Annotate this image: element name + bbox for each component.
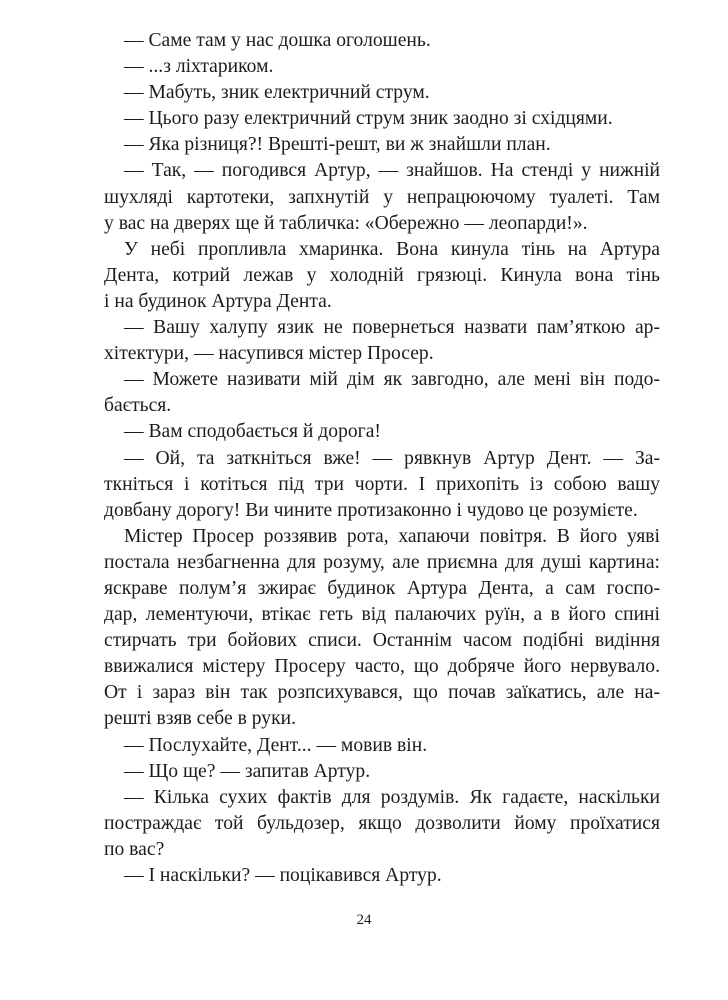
paragraph — [104, 158, 660, 236]
text-line: — Ой, та заткніться вже! — рявкнув Артур Дент. — За- — [124, 447, 660, 469]
text-line: — Кілька сухих фактів для роздумів. Як гадаєте, наскільки — [124, 786, 660, 808]
text-line: — І наскільки? — поцікавився Артур. — [124, 865, 442, 886]
text-line: ввижалися містеру Просеру часто, що добряче його нервувало. — [104, 656, 660, 678]
paragraph — [104, 367, 660, 419]
text-line: — Що ще? — запитав Артур. — [124, 760, 371, 782]
text-line: — Можете називати мій дім як завгодно, але мені він подо- — [124, 369, 660, 391]
paragraph — [104, 237, 660, 315]
text-line: — Вам сподобається й дорога! — [124, 421, 381, 443]
text-line: Дента, котрий лежав у холодній грязюці. Кинула вона тінь — [104, 264, 660, 286]
text-line: довбану дорогу! Ви чините протизаконно і чудово це розумієте. — [104, 499, 638, 521]
text-line: хітектури, — насупився містер Просер. — [104, 343, 434, 365]
paragraph — [104, 132, 660, 158]
text-line: шухляді картотеки, запхнутій у непрацюючому туалеті. Там — [104, 186, 660, 208]
paragraph — [104, 733, 660, 759]
paragraph — [104, 106, 660, 132]
paragraph — [104, 446, 660, 524]
text-line: — Послухайте, Дент... — мовив він. — [124, 734, 428, 756]
paragraph — [104, 524, 660, 733]
text-line: дар, лементуючи, втікає геть від палаючих руїн, а в його спині — [104, 604, 660, 626]
text-line: — Яка різниця?! Врешті-решт, ви ж знайшли план. — [124, 134, 551, 156]
text-line: решті взяв себе в руки. — [104, 708, 296, 730]
paragraph — [104, 315, 660, 367]
text-line: постраждає той бульдозер, якщо дозволити йому проїхатися — [104, 812, 660, 834]
text-line: по вас? — [104, 838, 165, 860]
text-line: — Саме там у нас дошка оголошень. — [124, 30, 431, 51]
paragraph — [104, 759, 660, 785]
paragraph — [104, 54, 660, 80]
text-line: стирчать три бойових списи. Останнім часом подібні видіння — [104, 630, 660, 652]
paragraph — [104, 419, 660, 445]
text-line: — Вашу халупу язик не повернеться назвати пам’яткою ар- — [124, 317, 660, 339]
text-line: бається. — [104, 395, 172, 417]
text-line: постала незбагненна для розуму, але приємна для душі картина: — [104, 551, 660, 573]
paragraph — [104, 28, 660, 54]
text-line: Містер Просер роззявив рота, хапаючи повітря. В його уяві — [124, 525, 660, 547]
page-number: 24 — [356, 912, 372, 928]
text-line: — Цього разу електричний струм зник заодно зі східцями. — [124, 108, 613, 130]
paragraph — [104, 80, 660, 106]
text-line: яскраве полум’я зжирає будинок Артура Дента, а сам госпо- — [104, 577, 660, 599]
text-line: у вас на дверях ще й табличка: «Обережно — леопарди!». — [104, 212, 588, 234]
paragraph — [104, 863, 660, 889]
text-line: і на будинок Артура Дента. — [104, 290, 332, 312]
text-line: ткніться і котіться під три чорти. І прихопіть із собою вашу — [104, 473, 660, 495]
page-body-text — [104, 28, 660, 889]
paragraph — [104, 785, 660, 863]
text-line: — ...з ліхтариком. — [124, 56, 274, 78]
text-line: У небі пропливла хмаринка. Вона кинула тінь на Артура — [124, 238, 660, 260]
text-line: — Мабуть, зник електричний струм. — [124, 82, 430, 104]
text-line: — Так, — погодився Артур, — знайшов. На стенді у нижній — [124, 160, 660, 182]
text-line: От і зараз він так розпсихувався, що почав заїкатись, але на- — [104, 682, 660, 704]
